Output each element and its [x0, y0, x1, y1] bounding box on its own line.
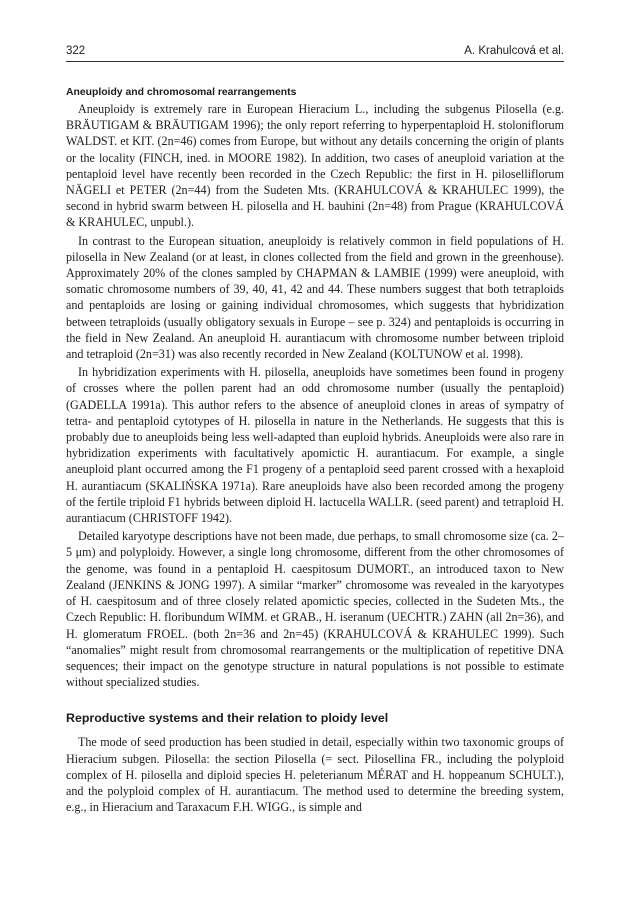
- paragraph: In contrast to the European situation, aneuploidy is relatively common in field populations of H. pilosella in New Zealand (or at least, in clones collected from the field and grown in the greenhouse). Approximately 20% of the clones sampled by CHAPMAN & LAMBIE (1999) were aneuploid, with somatic chromosome numbers of 39, 40, 41, 42 and 44. These numbers suggest that both tetraploids and pentaploids are losing or gaining individual chromosomes, which suggests that hybridization between tetraploids (usually obligatory sexuals in Europe – see p. 324) and pentaploids is occurring in the field in New Zealand. An aneuploid H. aurantiacum with chromosome number between triploid and tetraploid (2n=31) was also recently recorded in New Zealand (KOLTUNOW et al. 1998).: [66, 233, 564, 362]
- page-number: 322: [66, 45, 86, 57]
- paragraph: The mode of seed production has been studied in detail, especially within two taxonomic groups of Hieracium subgen. Pilosella: the section Pilosella (= sect. Pilosellina FR., including the polyploid complex of H. pilosella and diploid species H. peleterianum MÉRAT and H. hoppeanum SCHULT.), and the polyploid complex of H. aurantiacum. The method used to determine the breeding system, e.g., in Hieracium and Taraxacum F.H. WIGG., is simple and: [66, 735, 564, 815]
- paragraph: Aneuploidy is extremely rare in European Hieracium L., including the subgenus Pilosella (e.g. BRÄUTIGAM & BRÄUTIGAM 1996); the only report referring to hyperpentaploid H. stoloniflorum WALDST. et KIT. (2n=46) comes from Europe, but without any details concerning the origin of plants or the locality (FINCH, ined. in MOORE 1982). In addition, two cases of aneuploid variation at the pentaploid level have recently been recorded in the Czech Republic: the first in H. piloselliflorum NÄGELI et PETER (2n=44) from the Sudeten Mts. (KRAHULCOVÁ & KRAHULEC 1999), the second in hybrid swarm between H. pilosella and H. bauhini (2n=48) from Prague (KRAHULCOVÁ & KRAHULEC, unpubl.).: [66, 102, 564, 230]
- running-author: A. Krahulcová et al.: [464, 45, 564, 57]
- paragraph: In hybridization experiments with H. pilosella, aneuploids have sometimes been found in progeny of crosses where the pollen parent had an odd chromosome number (usually the pentaploid) (GADELLA 1991a). This author refers to the absence of aneuploid clones in areas of sympatry of tetra- and pentaploid cytotypes of H. pilosella in nature in the Netherlands. He suggests that this is probably due to aneuploids being less well-adapted than euploid hybrids. Aneuploids were also rare in hybridization experiments with facultatively apomictic H. aurantiacum. For example, a single aneuploid plant occurred among the F1 progeny of a pentaploid seed parent crossed with a hexaploid H. aurantiacum (SKALIŃSKA 1971a). Rare aneuploids have also been recorded among the progeny of the fertile triploid F1 hybrids between diploid H. lactucella WALLR. (seed parent) and tetraploid H. aurantiacum (CHRISTOFF 1942).: [66, 365, 564, 526]
- section-heading-aneuploidy: Aneuploidy and chromosomal rearrangements: [66, 87, 297, 98]
- running-header: [66, 44, 564, 58]
- header-rule: [66, 61, 564, 62]
- journal-page: [66, 44, 564, 815]
- section-heading-reproductive-systems: Reproductive systems and their relation to ploidy level: [66, 711, 389, 726]
- paragraph: Detailed karyotype descriptions have not been made, due perhaps, to small chromosome size (ca. 2–5 μm) and polyploidy. However, a single long chromosome, different from the other chromosomes of the genome, was found in a pentaploid H. caespitosum DUMORT., an introduced taxon to New Zealand (JENKINS & JONG 1997). A similar “marker” chromosome was revealed in the karyotypes of H. caespitosum and of three closely related apomictic species, collected in the Sudeten Mts., the Czech Republic: H. floribundum WIMM. et GRAB., H. iseranum (UECHTR.) ZAHN (all 2n=36), and H. glomeratum FROEL. (both 2n=36 and 2n=45) (KRAHULCOVÁ & KRAHULEC 1999). Such “anomalies” might result from chromosomal rearrangements or the multiplication of repetitive DNA sequences; their impact on the genotype structure in natural populations is not possible to estimate without specialized studies.: [66, 529, 564, 690]
